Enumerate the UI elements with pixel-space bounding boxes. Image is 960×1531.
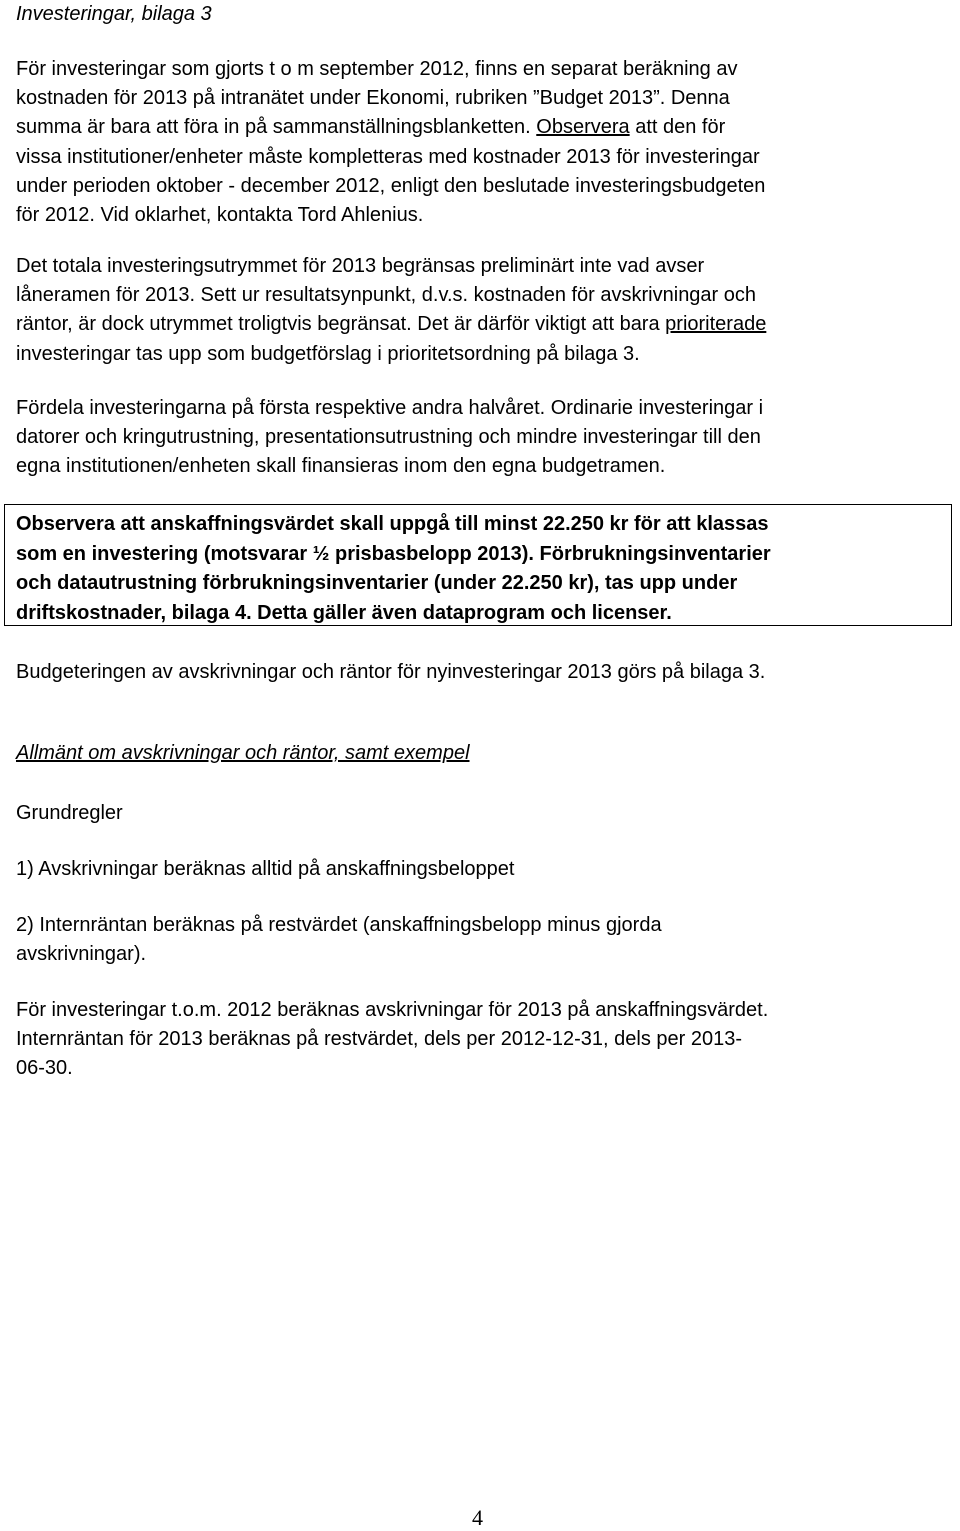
text-line: kostnaden för 2013 på intranätet under Ekonomi, rubriken ”Budget 2013”. Denna [16,87,730,110]
notice-text [16,510,771,628]
text-line: avskrivningar). [16,943,147,966]
text-line: Det totala investeringsutrymmet för 2013 begränsas preliminärt inte vad avser [16,255,705,277]
text-line: För investeringar t.o.m. 2012 beräknas avskrivningar för 2013 på anskaffningsvärdet. [16,999,769,1021]
text-line: 1) Avskrivningar beräknas alltid på anskaffningsbeloppet [16,858,515,880]
paragraph-distribution [16,394,763,482]
paragraph-calculation [16,996,768,1084]
text-line: summa är bara att föra in på sammanställningsblanketten. [16,116,537,139]
rule-1 [16,855,514,884]
subheading-grundregler [16,799,123,828]
text-line: att den för [629,116,726,139]
text-line: Fördela investeringarna på första respektive andra halvåret. Ordinarie investeringar i [16,397,764,419]
text-line: låneramen för 2013. Sett ur resultatsynpunkt, d.v.s. kostnaden för avskrivningar och [16,284,757,307]
text-line: Grundregler [16,802,123,824]
text-line: Observera att anskaffningsvärdet skall uppgå till minst 22.250 kr för att klassas [16,513,769,535]
section-heading: Allmänt om avskrivningar och räntor, samt exempel [16,742,470,764]
text-line: egna institutionen/enheten skall finansieras inom den egna budgetramen. [16,455,666,478]
text-line: för 2012. Vid oklarhet, kontakta Tord Ahlenius. [16,204,424,227]
text-line: För investeringar som gjorts t o m september 2012, finns en separat beräkning av [16,58,738,80]
paragraph-investment-room [16,252,766,369]
text-line: datorer och kringutrustning, presentationsutrustning och mindre investeringar till den [16,426,761,449]
text-line: och datautrustning förbrukningsinventarier (under 22.250 kr), tas upp under [16,572,738,595]
text-line: Budgeteringen av avskrivningar och räntor för nyinvesteringar 2013 görs på bilaga 3. [16,661,766,683]
underlined-word-observera: Observera [536,116,630,139]
paragraph-budgeting [16,658,765,687]
text-line: investeringar tas upp som budgetförslag i prioritetsordning på bilaga 3. [16,342,640,365]
text-line: driftskostnader, bilaga 4. Detta gäller även dataprogram och licenser. [16,601,672,624]
page-number: 4 [472,1505,483,1530]
text-line: 06-30. [16,1057,73,1080]
text-line: vissa institutioner/enheter måste kompletteras med kostnader 2013 för investeringar [16,145,760,168]
text-line: under perioden oktober - december 2012, enligt den beslutade investeringsbudgeten [16,174,766,197]
paragraph-intro [16,55,765,230]
underlined-word-prioriterade: prioriterade [665,313,767,336]
document-title: Investeringar, bilaga 3 [16,3,212,25]
text-line: som en investering (motsvarar ½ prisbasbelopp 2013). Förbrukningsinventarier [16,542,771,565]
text-line: Internräntan för 2013 beräknas på restvärdet, dels per 2012-12-31, dels per 2013- [16,1028,743,1051]
text-line: räntor, är dock utrymmet troligtvis begränsat. Det är därför viktigt att bara [16,313,666,336]
text-line: 2) Internräntan beräknas på restvärdet (anskaffningsbelopp minus gjorda [16,914,662,936]
rule-2 [16,911,662,969]
